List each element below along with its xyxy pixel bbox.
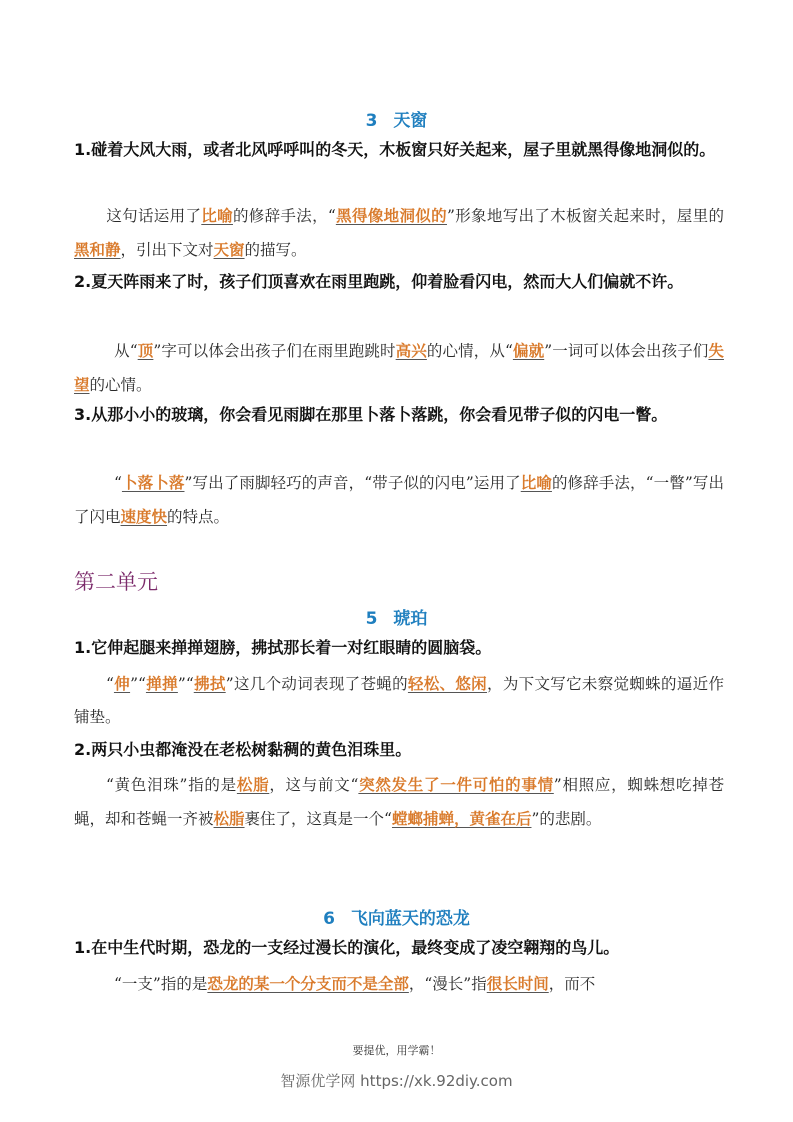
lesson-number: 5 — [365, 609, 378, 629]
lesson-number: 3 — [365, 111, 378, 131]
answer-2: 从“顶”字可以体会出孩子们在雨里跑跳时高兴的心情，从“偏就”一词可以体会出孩子们失望的心情。 — [74, 341, 724, 394]
answer-6: “一支”指的是恐龙的某一个分支而不是全部，“漫长”指很长时间，而不 — [114, 974, 596, 993]
unit-title: 第二单元 — [74, 570, 158, 594]
lesson-number: 6 — [323, 909, 335, 929]
question-5: 2.两只小虫都淹没在老松树黏稠的黄色泪珠里。 — [74, 740, 412, 759]
question-3: 3.从那小小的玻璃，你会看见雨脚在那里卜落卜落跳，你会看见带子似的闪电一瞥。 — [74, 405, 668, 424]
lesson-name: 天窗 — [393, 111, 428, 131]
answer-4: “伸”“掸掸”“拂拭”这几个动词表现了苍蝇的轻松、悠闲，为下文写它未察觉蜘蛛的逼近作铺垫。 — [74, 674, 724, 726]
footer-watermark: 智源优学网 https://xk.92diy.com — [280, 1072, 513, 1090]
lesson-title-6 — [0, 904, 793, 929]
lesson-title-3 — [0, 106, 793, 131]
answer-1: 这句话运用了比喻的修辞手法，“黑得像地洞似的”形象地写出了木板窗关起来时，屋里的黑和静，引出下文对天窗的描写。 — [74, 206, 724, 259]
lesson-name: 琥珀 — [393, 609, 428, 629]
lesson-name: 飞向蓝天的恐龙 — [350, 909, 470, 929]
answer-5: “黄色泪珠”指的是松脂，这与前文“突然发生了一件可怕的事情”相照应，蜘蛛想吃掉苍蝇，却和苍蝇一齐被松脂裹住了，这真是一个“螳螂捕蝉，黄雀在后”的悲剧。 — [74, 775, 724, 828]
question-1: 1.碰着大风大雨，或者北风呼呼叫的冬天，木板窗只好关起来，屋子里就黑得像地洞似的。 — [74, 140, 716, 159]
footer-slogan: 要提优，用学霸！ — [352, 1044, 441, 1057]
question-2: 2.夏天阵雨来了时，孩子们顶喜欢在雨里跑跳，仰着脸看闪电，然而大人们偏就不许。 — [74, 272, 684, 291]
lesson-title-5 — [0, 604, 793, 629]
answer-3: “卜落卜落”写出了雨脚轻巧的声音，“带子似的闪电”运用了比喻的修辞手法，“一瞥”写出了闪电速度快的特点。 — [74, 473, 724, 526]
question-4: 1.它伸起腿来掸掸翅膀，拂拭那长着一对红眼睛的圆脑袋。 — [74, 638, 492, 657]
question-6: 1.在中生代时期，恐龙的一支经过漫长的演化，最终变成了凌空翱翔的鸟儿。 — [74, 938, 620, 957]
